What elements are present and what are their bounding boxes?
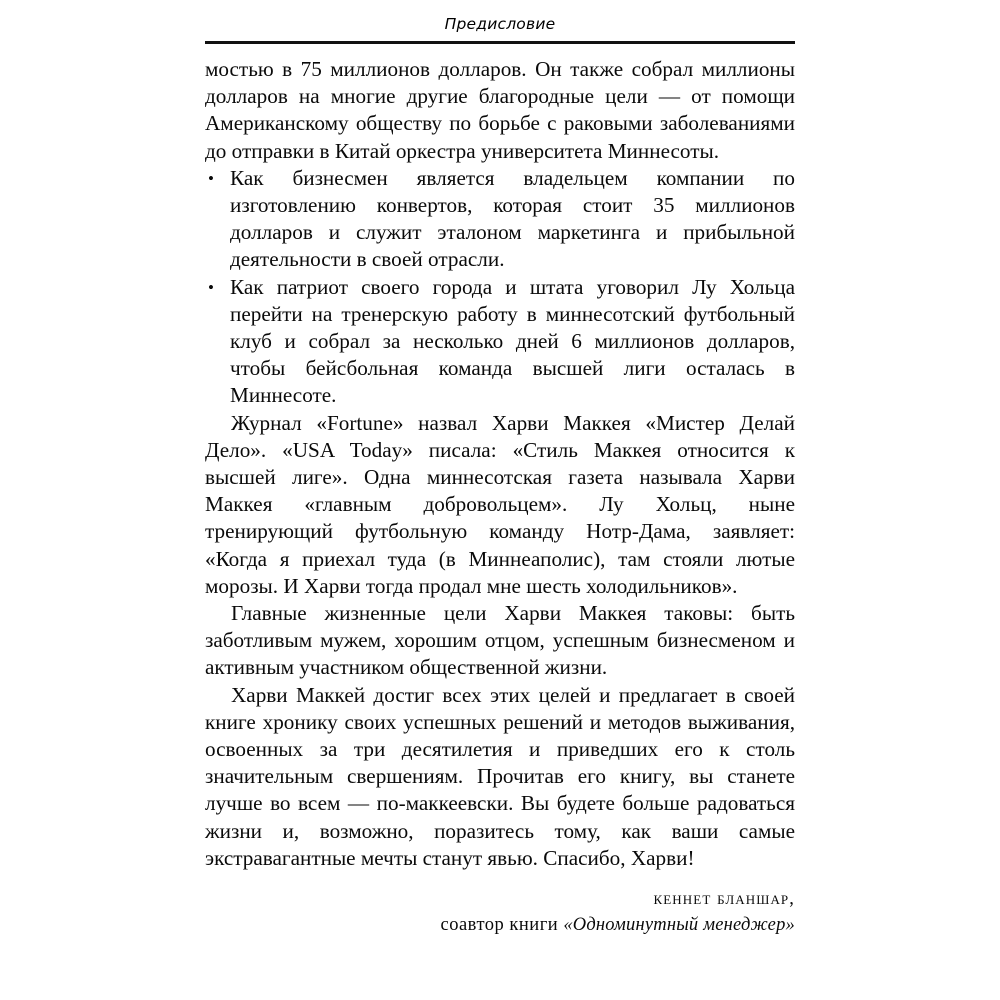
running-head-title: Предисловие bbox=[444, 15, 556, 33]
list-item: • Как бизнесмен является владельцем компании по изготовлению конвертов, которая стоит 35 миллионов долларов и служит эталоном маркетинга и прибыльной деятельности в своей отрасли. bbox=[205, 165, 795, 274]
paragraph-life-goals: Главные жизненные цели Харви Маккея таковы: быть заботливым мужем, хорошим отцом, успешным бизнесменом и активным участником общественной жизни. bbox=[205, 601, 795, 680]
signature-author-role bbox=[205, 912, 795, 938]
signature-author-name: кеннет бланшар, bbox=[653, 889, 795, 910]
bullet-list bbox=[205, 165, 795, 410]
paragraph-fortune: Журнал «Fortune» назвал Харви Маккея «Мистер Делай Дело». «USA Today» писала: «Стиль Маккея относится к высшей лиге». Одна миннесотская газета называла Харви Маккея «главным добровольцем». Лу Хольц, ныне тренирующий футбольную команду Нотр-Дама, заявляет: «Когда я приехал туда (в Миннеаполис), там стояли лютые морозы. И Харви тогда продал мне шесть холодильников». bbox=[205, 410, 795, 598]
signature-role-prefix: соавтор книги bbox=[440, 915, 564, 936]
paragraph-book-summary: Харви Маккей достиг всех этих целей и предлагает в своей книге хронику своих успешных решений и методов выживания, освоенных за три десятилетия и приведших его к столь значительным свершениям. Прочитав его книгу, вы станете лучше во всем — по-маккеевски. Вы будете больше радоваться жизни и, возможно, поразитесь тому, как ваши самые экстравагантные мечты станут явью. Спасибо, Харви! bbox=[205, 682, 795, 870]
content-column bbox=[205, 14, 795, 938]
list-item: • Как патриот своего города и штата уговорил Лу Хольца перейти на тренерскую работу в миннесотский футбольный клуб и собрал за несколько дней 6 миллионов долларов, чтобы бейсбольная команда высшей лиги осталась в Миннесоте. bbox=[205, 274, 795, 410]
header-rule bbox=[205, 41, 795, 44]
signature-book-title: «Одноминутный менеджер» bbox=[563, 915, 795, 936]
body-text bbox=[205, 56, 795, 938]
signature-block bbox=[205, 886, 795, 938]
continued-paragraph: мостью в 75 миллионов долларов. Он также собрал миллионы долларов на многие другие благородные цели — от помощи Американскому обществу по борьбе с раковыми заболеваниями до отправки в Китай оркестра университета Миннесоты. bbox=[205, 57, 795, 163]
